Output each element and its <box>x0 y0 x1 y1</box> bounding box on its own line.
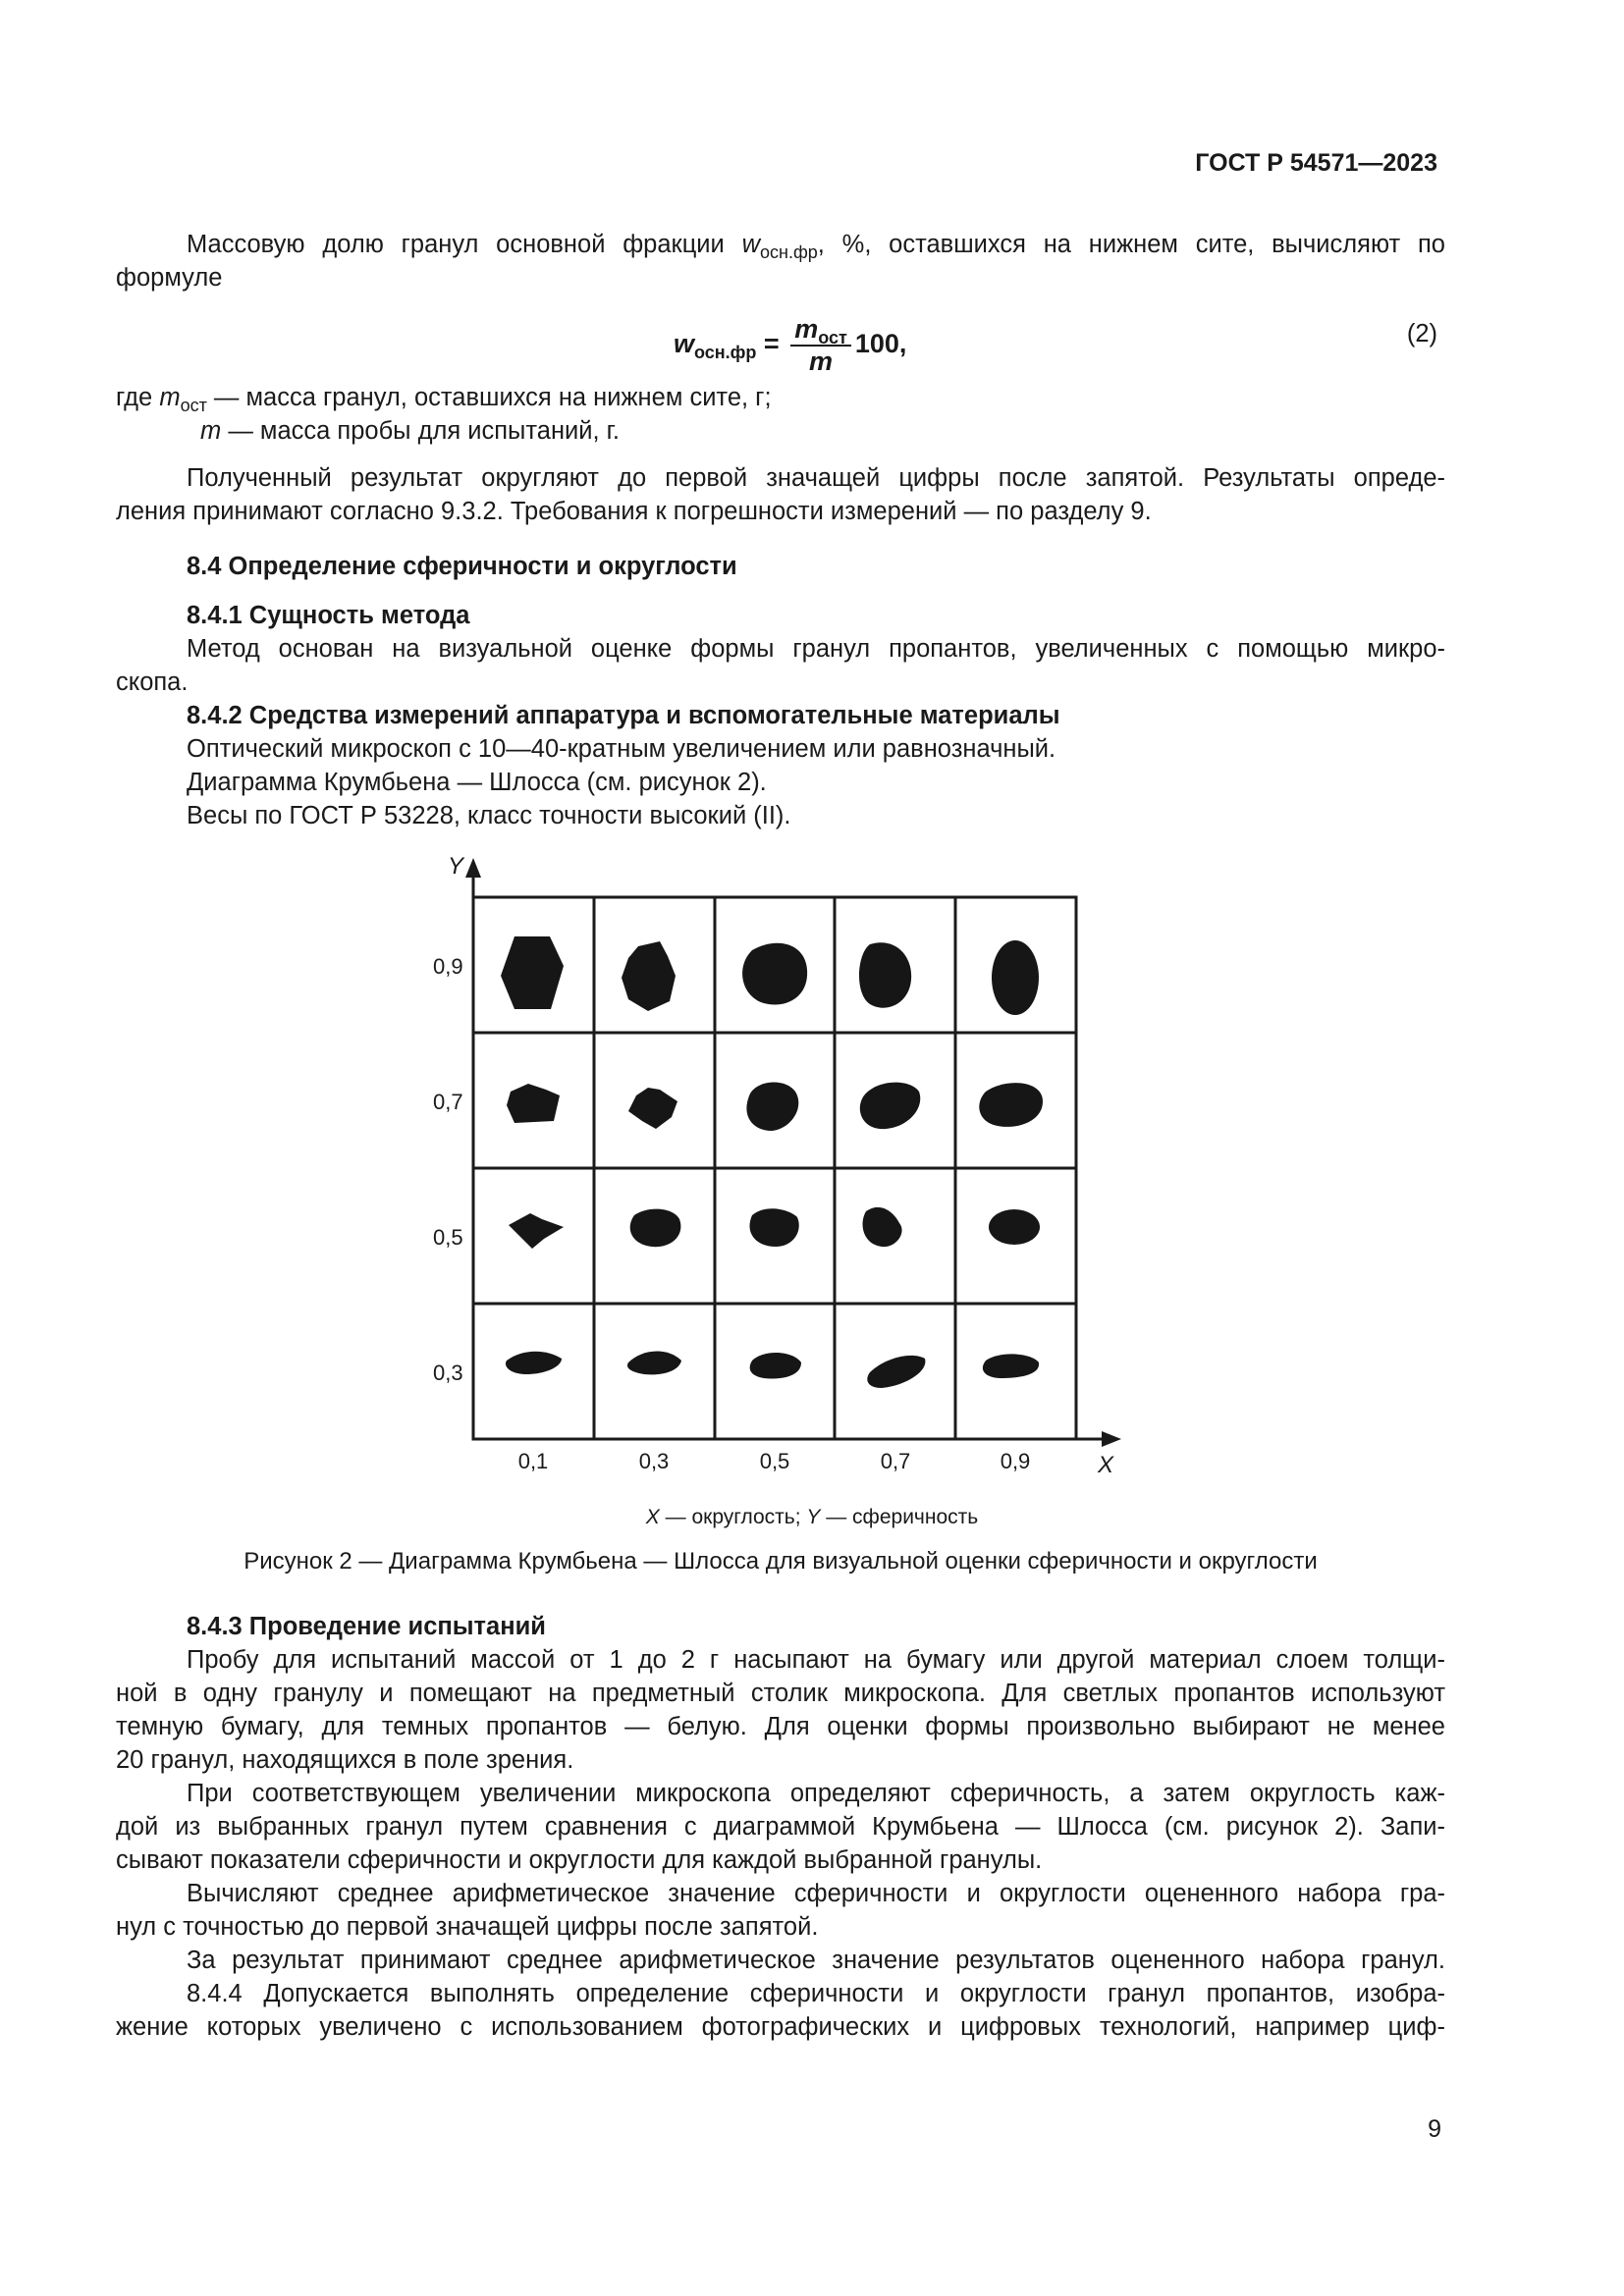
paragraph-result-line-1: Полученный результат округляют до первой значащей цифры после запятой. Результаты опреде- <box>187 464 1445 492</box>
grain-shape <box>501 936 564 1009</box>
paragraph-8-4-3-p2-line-3: сывают показатели сферичности и округлости для каждой выбранной гранулы. <box>116 1846 1043 1874</box>
formula-fraction: $\frac{m_{ост}}{m}$ <box>790 314 851 377</box>
grain-shape <box>750 1353 801 1379</box>
paragraph-mass-fraction-line-1: Массовую долю гранул основной фракции $w_{осн.фр}$, %, оставшихся на нижнем сите, вычисляют по <box>187 231 1445 262</box>
y-axis-label: Y <box>448 853 464 880</box>
page-number: 9 <box>1428 2115 1441 2143</box>
paragraph-8-4-3-p3-line-2: нул с точностью до первой значащей цифры после запятой. <box>116 1913 819 1941</box>
grain-shape <box>983 1354 1039 1378</box>
paragraph-8-4-4-line-2: жение которых увеличено с использованием фотографических и цифровых технологий, например циф- <box>116 2013 1445 2041</box>
paragraph-8-4-3-p2-line-1: При соответствующем увеличении микроскопа определяют сферичность, а затем округлость каж- <box>187 1780 1445 1807</box>
x-axis-label: X <box>1098 1452 1114 1478</box>
paragraph-8-4-3-p1-line-1: Пробу для испытаний массой от 1 до 2 г насыпают на бумагу или другой материал слоем толщи- <box>187 1646 1445 1674</box>
grain-shape <box>627 1351 681 1374</box>
grain-shape <box>867 1356 925 1388</box>
paragraph-8-4-1-line-2: скопа. <box>116 668 189 696</box>
y-tick-labels <box>433 954 463 1385</box>
grain-shape <box>746 1082 798 1131</box>
grain-shape <box>742 943 807 1005</box>
paragraph-8-4-2-line-1: Оптический микроскоп с 10—40-кратным увеличением или равнозначный. <box>187 735 1056 763</box>
paragraph-8-4-2-line-3: Весы по ГОСТ Р 53228, класс точности высокий (II). <box>187 802 791 829</box>
x-tick-labels <box>518 1449 1031 1473</box>
y-axis-arrow <box>465 858 481 878</box>
x-axis-arrow <box>1102 1431 1121 1447</box>
paragraph-8-4-2-line-2: Диаграмма Крумбьена — Шлосса (см. рисунок 2). <box>187 769 767 796</box>
paragraph-8-4-3-p1-line-3: темную бумагу, для темных пропантов — белую. Для оценки формы произвольно выбирают не менее <box>116 1713 1445 1740</box>
grain-shape <box>992 940 1039 1015</box>
x-tick-label: 0,7 <box>880 1449 911 1473</box>
heading-8-4: 8.4 Определение сферичности и округлости <box>187 553 737 580</box>
heading-8-4-2: 8.4.2 Средства измерений аппаратура и вспомогательные материалы <box>187 702 1060 729</box>
x-tick-label: 0,1 <box>517 1449 549 1473</box>
figure-caption: Рисунок 2 — Диаграмма Крумбьена — Шлосса для визуальной оценки сферичности и округлости <box>244 1548 1318 1575</box>
x-tick-label: 0,3 <box>638 1449 670 1473</box>
x-tick-label: 0,9 <box>1000 1449 1031 1473</box>
paragraph-8-4-4-line-1: 8.4.4 Допускается выполнять определение сферичности и округлости гранул пропантов, изобра- <box>187 1980 1445 2007</box>
krumbein-sloss-diagram <box>0 844 1624 1531</box>
figure-legend: X — округлость; Y — сферичность <box>645 1506 979 1528</box>
document-code: ГОСТ Р 54571—2023 <box>1195 149 1437 177</box>
where-line-1: где $m_{ост}$ — масса гранул, оставшихся на нижнем сите, г; <box>116 384 772 415</box>
grain-shape <box>509 1213 564 1249</box>
grain-shape <box>989 1209 1040 1245</box>
y-tick-label: 0,9 <box>433 954 463 979</box>
paragraph-mass-fraction-line-2: формуле <box>116 264 223 292</box>
heading-8-4-3: 8.4.3 Проведение испытаний <box>187 1613 546 1640</box>
formula-2 <box>674 314 906 377</box>
grain-shape <box>749 1208 798 1247</box>
grain-shape <box>979 1083 1043 1127</box>
grain-shape <box>506 1352 562 1374</box>
grain-shape <box>630 1209 681 1248</box>
y-tick-label: 0,3 <box>433 1361 463 1385</box>
paragraph-result-line-2: ления принимают согласно 9.3.2. Требования к погрешности измерений — по разделу 9. <box>116 498 1152 525</box>
paragraph-8-4-3-p2-line-2: дой из выбранных гранул путем сравнения с диаграммой Крумбьена — Шлосса (см. рисунок 2). Запи- <box>116 1813 1445 1841</box>
paragraph-8-4-3-p1-line-4: 20 гранул, находящихся в поле зрения. <box>116 1746 574 1774</box>
paragraph-8-4-3-p3-line-1: Вычисляют среднее арифметическое значение сферичности и округлости оцененного набора гра- <box>187 1880 1445 1907</box>
paragraph-8-4-3-p4-line-1: За результат принимают среднее арифметическое значение результатов оцененного набора гранул. <box>187 1947 1445 1974</box>
grain-shape <box>622 941 676 1011</box>
formula-equals: = <box>763 329 780 359</box>
heading-8-4-1: 8.4.1 Сущность метода <box>187 602 470 629</box>
x-tick-label: 0,5 <box>759 1449 790 1473</box>
grains <box>501 936 1043 1388</box>
grain-shape <box>859 942 911 1008</box>
formula-lhs-sub: осн.фр <box>694 343 757 363</box>
grain-shape <box>863 1207 902 1247</box>
y-tick-label: 0,5 <box>433 1225 463 1250</box>
formula-lhs: w <box>674 329 695 359</box>
grain-shape <box>628 1088 677 1129</box>
y-tick-label: 0,7 <box>433 1090 463 1114</box>
grain-shape <box>860 1083 920 1129</box>
formula-number: (2) <box>1406 320 1437 347</box>
paragraph-8-4-3-p1-line-2: ной в одну гранулу и помещают на предметный столик микроскопа. Для светлых пропантов используют <box>116 1680 1445 1707</box>
formula-factor: 100, <box>854 329 907 359</box>
grain-shape <box>507 1084 560 1123</box>
where-line-2: m — масса пробы для испытаний, г. <box>200 417 620 445</box>
paragraph-8-4-1-line-1: Метод основан на визуальной оценке формы гранул пропантов, увеличенных с помощью микро- <box>187 635 1445 663</box>
